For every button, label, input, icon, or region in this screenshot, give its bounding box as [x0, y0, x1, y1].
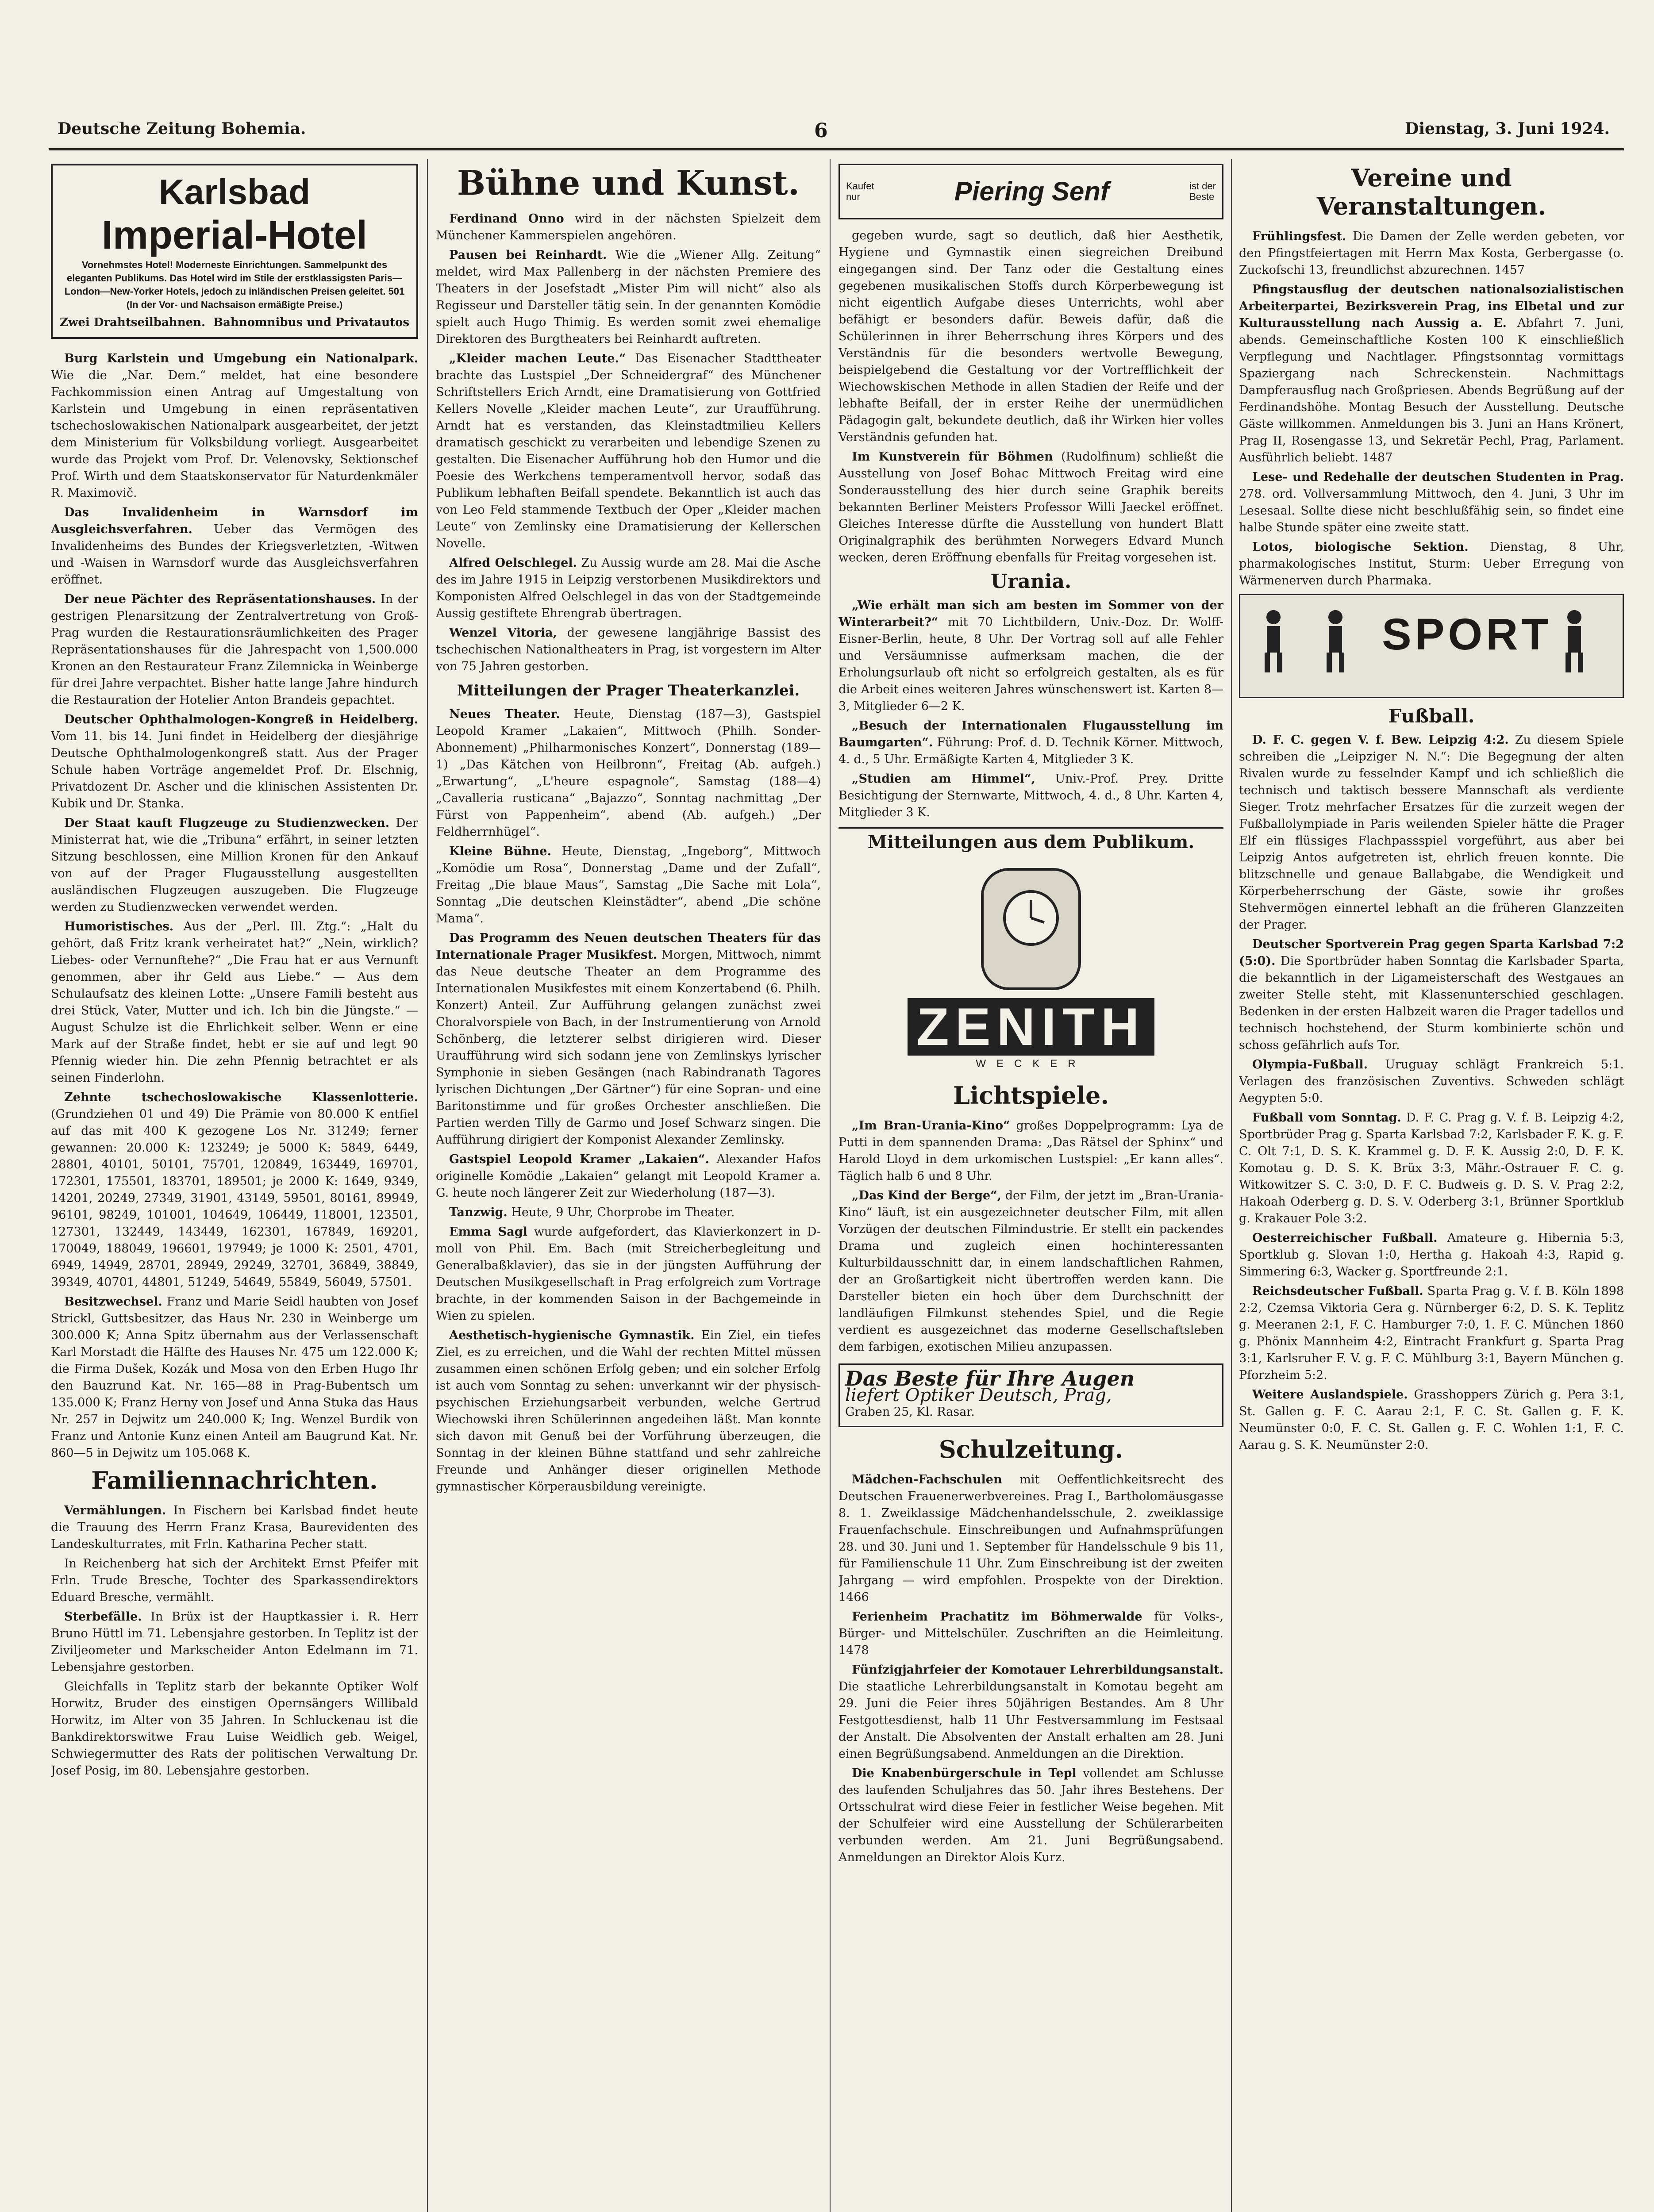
article-paragraph	[436, 1151, 821, 1202]
senf-advertisement	[839, 164, 1223, 219]
article-lead: Humoristisches.	[64, 920, 174, 933]
article-lead: Fußball vom Sonntag.	[1252, 1111, 1401, 1125]
optik-line2: liefert Optiker Deutsch, Prag,	[845, 1385, 1112, 1406]
article-text: Alexander Hafos originelle Komödie „Lakaien“ gelangt mit Leopold Kramer a. G. heute noch längerer Zeit zur Wiederholung (187—3).	[436, 1152, 821, 1200]
lichtspiele-articles	[839, 1118, 1223, 1356]
athlete-icon	[1559, 608, 1590, 675]
article-text: Morgen, Mittwoch, nimmt das Neue deutsche Theater an dem Programme des Internationalen Musikfestes mit einem Konzertabend (6. Philh. Konzert) Anteil. Zur Aufführung gelangen zunächst zwei Choralvorspiele von Bach, in der Instrumentierung von Arnold Schönberg, die letzterer selbst dirigieren wird. Dieser Uraufführung wird sich sodann jene von Zemlinskys lyrischer Symphonie in sieben Gesängen (nach Rabindranath Tagores lyrischen Dichtungen „Der Gärtner“) für eine Sopran- und eine Baritonstimme und für großes Orchester anschließen. Die Partien werden Tilly de Garmo und Josef Schwarz singen. Die Aufführung dirigiert der Komponist Alexander Zemlinsky.	[436, 948, 821, 1147]
article-paragraph	[436, 625, 821, 675]
article-paragraph	[839, 449, 1223, 566]
article-paragraph	[839, 1609, 1223, 1659]
optik-line1: Das Beste für Ihre Augen	[845, 1367, 1135, 1390]
article-paragraph	[51, 591, 418, 709]
article-paragraph	[51, 1555, 418, 1606]
article-lead: Fünfzigjahrfeier der Komotauer Lehrerbildungsanstalt.	[852, 1663, 1223, 1677]
article-paragraph	[1239, 1056, 1624, 1107]
subsection-title: Mitteilungen der Prager Theaterkanzlei.	[457, 682, 800, 699]
vereine-articles	[1239, 228, 1624, 589]
article-lead: Burg Karlstein und Umgebung ein Nationalpark.	[64, 352, 418, 365]
article-paragraph	[839, 771, 1223, 821]
article-lead: Lese- und Redehalle der deutschen Studenten in Prag.	[1252, 470, 1624, 484]
schulzeitung-title: Schulzeitung.	[939, 1435, 1123, 1463]
article-lead: Pausen bei Reinhardt.	[449, 248, 607, 262]
article-paragraph	[1239, 732, 1624, 933]
article-text: Aus der „Perl. Ill. Ztg.“: „Halt du gehört, daß Fritz krank verheiratet hat?“ „Nein, wirklich? Liebes- oder Vernunftehe?“ „Die Frau hat er aus Vernunft genommen, aber ihr Geld aus Liebe.“ — Aus dem Schulaufsatz des kleinen Lotte: „Unsere Famili besteht aus drei Stück, Vater, Mutter und ich. Ich bin die Jüngste.“ — August Schulze ist die Ehrlichkeit selber. Wenn er eine Mark auf der Straße findet, hebt er sie auf und legt 90 Pfennig wieder hin. Die zehn Pfennig betrachtet er als seinen Finderlohn.	[51, 920, 418, 1085]
fussball-title: Fußball.	[1388, 705, 1475, 727]
article-lead: Olympia-Fußball.	[1252, 1058, 1368, 1071]
article-text: (Grundziehen 01 und 49) Die Prämie von 80.000 K entfiel auf das mit 400 K gezogene Los Nr. 31249; ferner gewannen: 20.000 K: 123249; je 5000 K: 5849, 6449, 28801, 40101, 50101, 75701, 120849, 163449, 169701, 172301, 175501, 183701, 189501; je 2000 K: 1649, 9349, 14201, 20249, 27349, 31901, 43149, 59501, 80161, 89949, 96101, 98249, 101001, 104649, 106449, 118001, 123501, 127301, 132449, 143449, 162301, 167849, 169201, 170049, 188049, 196601, 197949; je 1000 K: 2501, 4701, 6949, 14949, 28701, 28949, 29249, 32701, 36849, 38849, 39349, 40701, 44801, 51249, 54649, 55849, 56049, 57501.	[51, 1107, 418, 1289]
article-lead: Deutscher Sportverein Prag gegen Sparta Karlsbad 7:2 (5:0).	[1239, 937, 1624, 968]
article-lead: Aesthetisch-hygienische Gymnastik.	[449, 1329, 695, 1342]
article-paragraph	[1239, 936, 1624, 1054]
article-text: Die Sportbrüder haben Sonntag die Karlsbader Sparta, die bekanntlich in der Ligameisterschaft des Westgaues an zweiter Stelle steht, mit Klassenunterschied geschlagen. Bedenken in der ersten Halbzeit waren die Prager tadellos und technisch hochstehend, der Sturm kombinierte schön und schoss gefährlich aufs Tor.	[1239, 954, 1624, 1052]
article-paragraph	[436, 930, 821, 1148]
article-paragraph	[839, 1471, 1223, 1606]
article-lead: „Wie erhält man sich am besten im Sommer von der Winterarbeit?“	[839, 599, 1223, 629]
column-1	[51, 159, 418, 2212]
article-paragraph	[839, 227, 1223, 446]
banner-left-bot: nur	[846, 191, 860, 202]
issue-date: Dienstag, 3. Juni 1924.	[1405, 119, 1610, 138]
article-paragraph	[51, 350, 418, 502]
ad-footer-right: Bahnomnibus und Privatautos	[213, 316, 409, 329]
column-divider	[427, 159, 428, 2212]
ad-footer	[60, 314, 409, 331]
article-lead: D. F. C. gegen V. f. Bew. Leipzig 4:2.	[1252, 733, 1509, 747]
fussball-articles	[1239, 732, 1624, 1454]
article-text: gegeben wurde, sagt so deutlich, daß hier Aesthetik, Hygiene und Gymnastik einen siegreichen Dreibund eingegangen sind. Der Tanz oder die Gestaltung eines gegebenen musikalischen Stoffs durch Körperbewegung ist nicht eigentlich Aufgabe dieses Unterrichts, wohl aber befähigt er besonders dafür. Beweis dafür, daß die Schülerinnen in ihrer Beherrschung ihres Körpers und des Verständnis für die besonders wertvolle Bewegung, beispielgebend die Gestaltung vor der Vortrefflichkeit der Wiechowskischen Methode in allen Stadien der Reife und der lebhafte Beifall, der in erster Reihe der unermüdlichen Pädagogin galt, bekundete deutlich, daß ihr Wirken hier volles Verständnis gefunden hat.	[839, 229, 1223, 444]
article-text: (Rudolfinum) schließt die Ausstellung von Josef Bohac Mittwoch Freitag wird eine Sonderausstellung des hier durch seine Graphik bereits bekannten Berliner Meisters Professor Willi Jaeckel eröffnet. Gleiches Interesse dürfte die Ausstellung von hundert Blatt Originalgraphik des berühmten Norwegers Edvard Munch wecken, deren Eröffnung ebenfalls für Freitag vorgesehen ist.	[839, 450, 1223, 565]
article-lead: „Studien am Himmel“,	[852, 772, 1035, 786]
article-lead: Ferdinand Onno	[449, 212, 564, 226]
article-text: Amateure g. Hibernia 5:3, Sportklub g. Slovan 1:0, Hertha g. Hakoah 4:3, Rapid g. Simmering 6:3, Wacker g. Sportfreunde 2:1.	[1239, 1231, 1624, 1279]
publikum-title: Mitteilungen aus dem Publikum.	[839, 827, 1223, 852]
article-lead: Alfred Oelschlegel.	[449, 556, 577, 570]
article-paragraph	[1239, 1230, 1624, 1280]
article-lead: Im Kunstverein für Böhmen	[852, 450, 1053, 464]
sport-word: SPORT	[1382, 610, 1552, 659]
article-text: der gewesene langjährige Bassist des tschechischen Nationaltheaters in Prag, ist vorgestern im Alter von 75 Jahren gestorben.	[436, 626, 821, 673]
article-lead: Das Programm des Neuen deutschen Theaters für das Internationale Prager Musikfest.	[436, 931, 821, 962]
column-2-articles-2	[436, 706, 821, 1495]
article-lead: „Im Bran-Urania-Kino“	[852, 1119, 1010, 1133]
article-paragraph	[436, 843, 821, 927]
article-lead: Der neue Pächter des Repräsentationshauses.	[64, 592, 376, 606]
article-text: Wie die „Wiener Allg. Zeitung“ meldet, wird Max Pallenberg in der nächsten Premiere des Theaters in der Josefstadt „Mister Pim will nicht“ also als Regisseur und Darsteller tätig sein. In der genannten Komödie spielt auch Hugo Thimig. Es werden somit zwei ehemalige Direktoren des Burgtheaters bei Reinhardt auftreten.	[436, 248, 821, 346]
article-paragraph	[51, 1089, 418, 1291]
zenith-advertisement	[839, 860, 1223, 1072]
urania-articles	[839, 597, 1223, 821]
article-text: D. F. C. Prag g. V. f. B. Leipzig 4:2, Sportbrüder Prag g. Sparta Karlsbad 7:2, Karlsbader F. K. g. F. C. Olt 7:1, D. S. K. Krammel g. D. F. K. Aussig 2:0, D. F. K. Komotau g. D. S. K. Brüx 3:3, Mähr.-Ostrauer F. C. g. Witkowitzer S. C. 3:0, D. F. C. Budweis g. D. S. V. Prag 2:2, Hakoah Oderberg g. D. S. V. Oderberg 3:1, Brünner Sportklub g. Krakauer Pole 3:2.	[1239, 1111, 1624, 1225]
article-text: Die staatliche Lehrerbildungsanstalt in Komotau begeht am 29. Juni die Feier ihres 50jährigen Bestandes. Am 8 Uhr Festgottesdienst, halb 11 Uhr Festversammlung im Festsaal der Anstalt. Die Absolventen der Anstalt erhalten am 28. Juni einen Begrüßungsabend. Anmeldungen an die Direktion.	[839, 1680, 1223, 1761]
article-paragraph	[436, 211, 821, 244]
article-lead: Wenzel Vitoria,	[449, 626, 557, 640]
column-divider	[830, 159, 831, 2212]
article-lead: Tanzwig.	[449, 1206, 508, 1219]
article-text: In Brüx ist der Hauptkassier i. R. Herr Bruno Hüttl im 71. Lebensjahre gestorben. In Teplitz ist der Ziviljeometer und Markscheider Anton Edelmann im 71. Lebensjahre gestorben.	[51, 1610, 418, 1674]
article-paragraph	[1239, 228, 1624, 279]
banner-brand: Piering Senf	[954, 177, 1109, 206]
article-paragraph	[839, 1765, 1223, 1866]
article-lead: Ferienheim Prachatitz im Böhmerwalde	[852, 1610, 1142, 1624]
article-paragraph	[436, 555, 821, 622]
article-paragraph	[839, 597, 1223, 715]
ad-city: Karlsbad	[158, 172, 311, 211]
ad-hotel-name: Imperial-Hotel	[101, 213, 368, 257]
article-paragraph	[1239, 469, 1624, 536]
optik-line3: Graben 25, Kl. Rasar.	[845, 1405, 975, 1419]
article-text: Uruguay schlägt Frankreich 5:1. Verlagen des französischen Zuventivs. Schweden schlägt Aegypten 5:0.	[1239, 1058, 1624, 1105]
article-lead: „Kleider machen Leute.“	[449, 352, 626, 365]
article-text: Zu diesem Spiele schreiben die „Leipziger N. N.“: Die Begegnung der alten Rivalen wurde zu fesselnder Kampf und ich schließlich die technisch und taktisch bessere Mannschaft als verdiente Sieger. Trotz mehrfacher Ersatzes für die zurzeit wegen der Fußballolympiade in Paris weilenden Spieler hätte die Prager Elf ein flüssiges Flachpassspiel vorgeführt, aus aber bei Leipzig Antos aufgetreten ist, ehrlich freuen konnte. Die blitzschnelle und genaue Ballabgabe, die Wendigkeit und Körperbeherrschung der Gäste, sowie ihr großes Stehvermögen einnertel lebhaft an die früheren Glanzzeiten der Prager.	[1239, 733, 1624, 932]
column-2-articles	[436, 211, 821, 675]
article-paragraph	[51, 1502, 418, 1553]
article-text: Ueber das Vermögen des Invalidenheims des Bundes der Kriegsverletzten, -Witwen und -Waisen in Warnsdorf wurde das Ausgleichsverfahren eröffnet.	[51, 522, 418, 587]
article-text: Wie die „Nar. Dem.“ meldet, hat eine besondere Fachkommission einen Antrag auf Umgestaltung von Karlstein und Umgebung in einen repräsentativen tschechoslowakischen Nationalpark ausgearbeitet, der jetzt dem Ministerium für Volksbildung vorliegt. Ausgearbeitet wurde das Projekt vom Prof. Dr. Velenovsky, Sektionschef Prof. Wirth und dem Staatskonservator für Naturdenkmäler R. Maximovič.	[51, 369, 418, 500]
article-text: Abfahrt 7. Juni, abends. Gemeinschaftliche Kosten 100 K einschließlich Verpflegung und Nachtlager. Pfingstsonntag vormittags Spaziergang nach Schreckenstein. Nachmittags Dampferausflug nach Großpriesen. Abends Begrüßung auf der Ferdinandshöhe. Montag Besuch der Ausstellung. Deutsche Gäste willkommen. Anmeldungen bis 3. Juni an Hans Krönert, Prag II, Rosengasse 13, und Sekretär Pechl, Prag, Parlament. Ausführlich beliebt. 1487	[1239, 316, 1624, 465]
article-text: für Volks-, Bürger- und Mittelschüler. Zuschriften an die Heimleitung. 1478	[839, 1610, 1223, 1657]
article-text: In Reichenberg hat sich der Architekt Ernst Pfeifer mit Frln. Trude Bresche, Tochter des Sparkassendirektors Eduard Bresche, vermählt.	[51, 1557, 418, 1604]
hotel-advertisement	[51, 164, 418, 339]
banner-right-top: ist der	[1189, 180, 1216, 192]
article-text: Ein Ziel, ein tiefes Ziel, es zu erreichen, und die Wahl der rechten Mittel müssen zusammen einen schönen Erfolg geben; und ein solcher Erfolg ist auch vom Sonntag zu sehen: unverkannt wir der physisch-psychischen Erziehungsarbeit verbunden, welche Gertrud Wiechowski ihren Schülerinnen angedeihen läßt. Man konnte sich davon mit Genuß bei der Vorführung überzeugen, die Sonntag in der kleinen Bühne stattfand und sehr zahlreiche Freunde und Anhänger dieser originellen Methode gymnastischer Körperausbildung vereinigte.	[436, 1329, 821, 1494]
article-lead: Kleine Bühne.	[449, 845, 551, 858]
article-text: vollendet am Schlusse des laufenden Schuljahres das 50. Jahr ihres Bestehens. Der Ortsschulrat wird diese Feier in festlicher Weise begehen. Mit der Schulfeier wird eine Ausstellung der Schülerarbeiten verbunden werden. Am 21. Juni Begrüßungsabend. Anmeldungen an Direktor Alois Kurz.	[839, 1767, 1223, 1864]
article-text: Die Damen der Zelle werden gebeten, vor den Pfingstfeiertagen mit Herrn Max Kosta, Gerbergasse (o. Zuckofschi 13, freundlichst abzurechnen. 1457	[1239, 230, 1624, 277]
header-rule	[49, 148, 1624, 150]
article-paragraph	[839, 1662, 1223, 1763]
newspaper-name: Deutsche Zeitung Bohemia.	[58, 119, 306, 138]
article-text: Gleichfalls in Teplitz starb der bekannte Optiker Wolf Horwitz, Bruder des einstigen Opernsängers Willibald Horwitz, im Alter von 35 Jahren. In Schluckenau ist die Bankdirektorswitwe Frau Luise Weidlich geb. Weigel, Schwiegermutter des Rats der politischen Verwaltung Dr. Josef Posig, im 80. Lebensjahre gestorben.	[51, 1680, 418, 1778]
ad-text: Vornehmstes Hotel! Moderneste Einrichtungen. Sammelpunkt des eleganten Publikums. Das Hotel wird im Stile der erstklassigsten Paris—London—New-Yorker Hotels, jedoch zu inländischen Preisen geleitet. 501	[64, 259, 405, 297]
article-lead: Die Knabenbürgerschule in Tepl	[852, 1767, 1077, 1780]
article-lead: Das Invalidenheim in Warnsdorf im Ausgleichsverfahren.	[51, 506, 418, 536]
article-lead: Oesterreichischer Fußball.	[1252, 1231, 1438, 1245]
article-text: Franz und Marie Seidl haubten von Josef Strickl, Guttsbesitzer, das Haus Nr. 230 in Weinberge um 300.000 K; Anna Spitz übernahm aus der Verlassenschaft Karl Morstadt die Hälfte des Hauses Nr. 475 um 122.000 K; die Firma Dušek, Kozák und Mosa von den Erben Hugo Ihr den Bauzrund Kat. Nr. 165—88 in Prag-Bubentsch um 135.000 K; Franz Herny von Josef und Anna Stuka das Haus Nr. 257 in Dejwitz um 240.000 K; Ing. Wenzel Burdik von Franz und Antonie Kunz einen Anteil am Baugrund Kat. Nr. 860—5 in Dejwitz um 105.068 K.	[51, 1295, 418, 1460]
article-lead: Emma Sagl	[449, 1225, 527, 1239]
article-paragraph	[436, 350, 821, 552]
article-paragraph	[51, 918, 418, 1087]
article-lead: „Das Kind der Berge“,	[852, 1189, 1002, 1202]
article-lead: Gastspiel Leopold Kramer „Lakaien“.	[449, 1152, 709, 1166]
column-4	[1239, 159, 1624, 2212]
page-number: 6	[814, 119, 828, 142]
article-paragraph	[1239, 281, 1624, 466]
article-text: 278. ord. Vollversammlung Mittwoch, den 4. Juni, 3 Uhr im Lesesaal. Sollte diese nicht beschlußfähig sein, so findet eine halbe Stunde später eine zweite statt.	[1239, 487, 1624, 534]
article-paragraph	[839, 1187, 1223, 1356]
clock-icon	[965, 860, 1097, 993]
article-lead: Reichsdeutscher Fußball.	[1252, 1284, 1423, 1298]
section-title: Bühne und Kunst.	[457, 163, 800, 203]
masthead	[0, 0, 1654, 146]
column-divider	[1231, 159, 1232, 2212]
article-text: Der Ministerrat hat, wie die „Tribuna“ erfährt, in seiner letzten Sitzung beschlossen, eine Million Kronen für den Ankauf von auf der Prager Flugausstellung ausgestellten ausländischen Flugzeugen auszugeben. Die Flugzeuge werden zu Studienzwecken verwendet werden.	[51, 816, 418, 914]
article-text: der Film, der jetzt im „Bran-Urania-Kino“ läuft, ist ein ausgezeichneter deutscher Film, mit allen Vorzügen der deutschen Filmindustrie. Er stellt ein packendes Drama und zugleich einen hochinteressanten Kulturbildausschnitt dar, in einem landschaftlichen Rahmen, der an Großartigkeit nicht übertroffen werden kann. Die Darsteller bieten ein hoch über dem Durchschnitt der landläufigen Filmkunst stehendes Spiel, und die Regie verdient es ausgezeichnet das moderne Gesellschaftsleben dem farbigen, exotischen Milieu anzupassen.	[839, 1189, 1223, 1354]
article-paragraph	[51, 1294, 418, 1462]
article-text: Grasshoppers Zürich g. Pera 3:1, St. Gallen g. F. C. Aarau 2:1, F. C. St. Gallen g. F. K. Neumünster 0:0, F. C. St. Gallen g. F. C. Wohlen 1:1, F. C. Aarau g. S. K. Neumünster 2:0.	[1239, 1388, 1624, 1452]
article-paragraph	[51, 1678, 418, 1779]
article-paragraph	[1239, 1110, 1624, 1227]
article-paragraph	[436, 1204, 821, 1221]
article-text: Zu Aussig wurde am 28. Mai die Asche des im Jahre 1915 in Leipzig verstorbenen Musikdirektors und Komponisten Alfred Oelschlegel in das von der Stadtgemeinde Aussig gestiftete Ehrengrab übertragen.	[436, 556, 821, 620]
article-paragraph	[436, 1327, 821, 1495]
athlete-icon	[1320, 608, 1351, 675]
column-3-articles	[839, 227, 1223, 566]
article-paragraph	[51, 711, 418, 812]
banner-right-bot: Beste	[1189, 191, 1215, 202]
article-lead: Zehnte tschechoslowakische Klassenlotterie.	[64, 1091, 418, 1104]
article-text: Univ.-Prof. Prey. Dritte Besichtigung der Sternwarte, Mittwoch, 4. d., 8 Uhr. Karten 4, Mitglieder 3 K.	[839, 772, 1223, 819]
zenith-logo: ZENITH	[908, 998, 1154, 1056]
athlete-icon	[1258, 608, 1289, 675]
vereine-title: Vereine und Veranstaltungen.	[1316, 164, 1546, 220]
article-lead: Deutscher Ophthalmologen-Kongreß in Heidelberg.	[64, 713, 418, 726]
section-title: Familiennachrichten.	[91, 1466, 378, 1494]
article-lead: „Besuch der Internationalen Flugausstellung im Baumgarten“.	[839, 719, 1223, 749]
article-paragraph	[436, 706, 821, 841]
column-2	[436, 159, 821, 2212]
article-paragraph	[1239, 1386, 1624, 1454]
article-text: Vom 11. bis 14. Juni findet in Heidelberg der diesjährige Deutsche Ophthalmologenkongreß statt. Aus der Prager Schule haben Vorträge angemeldet Prof. Dr. Elschnig, Privatdozent Dr. Ascher und die klinischen Assistenten Dr. Kubik und Dr. Stanka.	[51, 730, 418, 810]
article-text: wird in der nächsten Spielzeit dem Münchener Kammerspielen angehören.	[436, 212, 821, 242]
article-text: mit Oeffentlichkeitsrecht des Deutschen Frauenerwerbvereines. Prag I., Bartholomäusgasse 8. 1. Zweiklassige Mädchenhandelsschule, 2. zweiklassige Frauenfachschule. Einschreibungen und Aufnahmsprüfungen 28. und 30. Juni und 1. September für Handelsschule 9 bis 11, für Familienschule 11 Uhr. Zum Einschreibung ist der zweiten Jahrgang — wird empfohlen. Prospekte von der Direktion. 1466	[839, 1473, 1223, 1604]
article-text: Führung: Prof. d. D. Technik Körner. Mittwoch, 4. d., 5 Uhr. Ermäßigte Karten 4, Mitglieder 3 K.	[839, 736, 1223, 766]
banner-left-top: Kaufet	[846, 180, 874, 192]
article-lead: Lotos, biologische Sektion.	[1252, 540, 1469, 554]
article-lead: Besitzwechsel.	[64, 1295, 162, 1309]
article-text: In der gestrigen Plenarsitzung der Zentralvertretung von Groß-Prag wurden die Restaurationsräumlichkeiten des Prager Repräsentationshauses für die Jahrespacht von 1,500.000 Kronen an den Restaurateur Franz Zilemnicka in Weinberge für drei Jahre verpachtet. Bisher hatte lange Jahre hindurch die Restauration der Hotelier Anton Brandeis gepachtet.	[51, 592, 418, 707]
article-paragraph	[51, 504, 418, 588]
article-paragraph	[1239, 539, 1624, 589]
article-paragraph	[436, 1224, 821, 1325]
schulzeitung-articles	[839, 1471, 1223, 1866]
article-paragraph	[51, 1609, 418, 1676]
urania-title: Urania.	[990, 570, 1072, 593]
ad-note: (In der Vor- und Nachsaison ermäßigte Preise.)	[126, 299, 343, 310]
article-lead: Neues Theater.	[449, 707, 560, 721]
article-text: Sparta Prag g. V. f. B. Köln 1898 2:2, Czemsa Viktoria Gera g. Nürnberger 6:2, D. S. K. Teplitz g. Meeranen 2:1, F. C. Hamburger 7:0, 1. F. C. München 1860 g. Phönix Mannheim 4:2, Eintracht Frankfurt g. Sparta Prag 3:1, Karlsruher F. V. g. F. C. Mühlburg 3:1, Bayern München g. Pforzheim 5:2.	[1239, 1284, 1624, 1382]
article-paragraph	[51, 815, 418, 916]
ad-footer-left: Zwei Drahtseilbahnen.	[60, 316, 206, 329]
article-text: In Fischern bei Karlsbad findet heute die Trauung des Herrn Franz Krasa, Baurevidenten des Landeskulturrates, mit Frln. Katharina Pecher statt.	[51, 1504, 418, 1551]
article-text: mit 70 Lichtbildern, Univ.-Doz. Dr. Wolff-Eisner-Berlin, heute, 8 Uhr. Der Vortrag soll auf alle Fehler und Versäumnisse aufmerksam machen, die der Erholungsurlaub oft nicht so erfolgreich gestalten, als es für die Arbeit eines weiteren Jahres wünschenswert ist. Karten 8—3, Mitglieder 6—2 K.	[839, 615, 1223, 713]
article-paragraph	[1239, 1283, 1624, 1384]
article-text: Dienstag, 8 Uhr, pharmakologisches Institut, Sturm: Ueber Erregung von Wärmenerven durch Pharmaka.	[1239, 540, 1624, 588]
article-text: Heute, 9 Uhr, Chorprobe im Theater.	[511, 1206, 735, 1219]
article-lead: Sterbefälle.	[64, 1610, 142, 1624]
article-text: Heute, Dienstag (187—3), Gastspiel Leopold Kramer „Lakaien“, Mittwoch (Philh. Sonder-Abonnement) „Philharmonisches Konzert“, Donnerstag (189—1) „Das Kätchen von Heilbronn“, Freitag (Ab. aufgeh.) „Erwartung“, „L'heure espagnole“, Samstag (188—4) „Cavalleria rusticana“ „Bajazzo“, Sonntag nachmittag „Der Fürst von Pappenheim“, abend (Ab. aufgeh.) „Der Feldherrnhügel“.	[436, 707, 821, 839]
article-paragraph	[839, 1118, 1223, 1185]
sport-banner	[1239, 594, 1624, 698]
article-lead: Weitere Auslandspiele.	[1252, 1388, 1408, 1402]
article-lead: Pfingstausflug der deutschen nationalsozialistischen Arbeiterpartei, Bezirksverein Prag, ins Elbetal und zur Kulturausstellung nach Aussig a. E.	[1239, 283, 1624, 330]
article-lead: Der Staat kauft Flugzeuge zu Studienzwecken.	[64, 816, 390, 830]
column-1-articles	[51, 350, 418, 1779]
article-text: Heute, Dienstag, „Ingeborg“, Mittwoch „Komödie um Rosa“, Donnerstag „Dame und der Zufall“, Freitag „Die blaue Maus“, Samstag „Die Sache mit Lola“, Sonntag „Die deutschen Kleinstädter“, abend „Die schöne Mama“.	[436, 845, 821, 926]
article-lead: Vermählungen.	[64, 1504, 166, 1517]
article-lead: Frühlingsfest.	[1252, 230, 1346, 243]
article-text: wurde aufgefordert, das Klavierkonzert in D-moll von Phil. Em. Bach (mit Streicherbegleitung und Generalbaßklavier), das sie in der jüngsten Aufführung der Deutschen Musikgesellschaft in Prag erfolgreich zum Vortrage brachte, in der kommenden Saison in der Bachgemeinde in Wien zu spielen.	[436, 1225, 821, 1323]
lichtspiele-title: Lichtspiele.	[953, 1081, 1109, 1110]
article-text: großes Doppelprogramm: Lya de Putti in dem spannenden Drama: „Das Rätsel der Sphinx“ und Harold Lloyd in dem urkomischen Lustspiel: „Er kann alles“. Täglich halb 6 und 8 Uhr.	[839, 1119, 1223, 1183]
article-paragraph	[839, 718, 1223, 768]
column-3	[839, 159, 1223, 2212]
optiker-advertisement	[839, 1363, 1223, 1427]
zenith-sub: WECKER	[976, 1058, 1086, 1070]
article-paragraph	[436, 247, 821, 348]
article-text: Das Eisenacher Stadttheater brachte das Lustspiel „Der Schneidergraf“ des Münchener Schriftstellers Erich Arndt, eine Dramatisierung von Gottfried Kellers Novelle „Kleider machen Leute“, zur Uraufführung. Arndt hat es verstanden, das Kleinstadtmilieu Kellers dramatisch geschickt zu verarbeiten und lebendige Szenen zu gestalten. Die Eisenacher Aufführung hob den Humor und die Poesie des Werkchens temperamentvoll hervor, sodaß das Publikum lebhaften Beifall spendete. Bekanntlich ist auch das von Leo Feld stammende Textbuch der Oper „Kleider machen Leute“ von Zemlinsky eine Dramatisierung der Kellerschen Novelle.	[436, 352, 821, 550]
article-lead: Mädchen-Fachschulen	[852, 1473, 1002, 1486]
